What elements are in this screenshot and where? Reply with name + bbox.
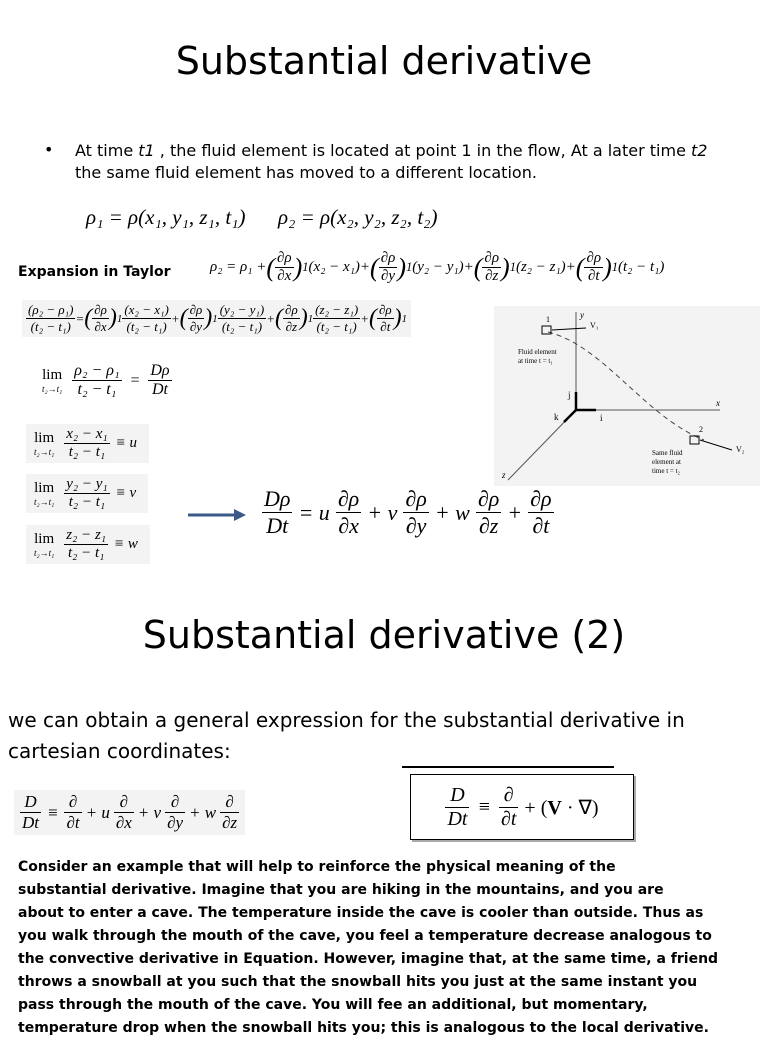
bullet-text: At time t1 , the fluid element is located at point 1 in the flow, At a later time t2 the same fluid element has moved to a different location. <box>75 141 708 182</box>
slide2-title: Substantial derivative (2) <box>142 613 626 657</box>
flow-path <box>548 332 704 440</box>
substantial-derivative-expanded: $\frac{D}{Dt}$ ≡ $\frac{\partial}{\partial t}$ + u $\frac{\partial}{\partial x}$ + v $\frac{\partial}{\partial y}$ + w $\frac{\partial}{\partial z}$ <box>14 790 245 835</box>
bullet-dot: • <box>44 140 54 159</box>
caption-element-2-line2: element at <box>652 458 681 466</box>
label-point-2: 2 <box>699 425 703 434</box>
label-k: k <box>554 412 559 422</box>
substantial-derivative-vector-box: $\frac{D}{Dt}$ ≡ $\frac{\partial}{\partial t}$ + (V · ∇) <box>410 774 634 840</box>
slide2-intro: we can obtain a general expression for the substantial derivative in cartesian coordinates: <box>8 708 685 763</box>
taylor-equation: ρ₂ = ρ₁ + ( $\frac{\partial\rho}{\partial x}$ ) 1 (x₂ − x₁)+ ( $\frac{\partial\rho}{\partial y}$ ) 1 (y₂ − y₁)+ ( $\frac{\partial\rho}{\partial z}$ ) 1 (z₂ − z₁)+ ( $\frac{\partial\rho}{\partial t}$ ) 1 (t₂ − t₁) <box>210 250 665 284</box>
label-i: i <box>600 413 603 423</box>
taylor-label: Expansion in Taylor <box>18 264 171 280</box>
limit-drho-dt: lim t₂→t₁ $\frac{\text{ρ₂ − ρ₁}}{\text{t₂ − t₁}}$ = $\frac{D\rho}{Dt}$ <box>42 362 170 398</box>
velocity-v1-arrow <box>552 328 586 330</box>
label-y: y <box>580 310 584 320</box>
label-v2: V₂ <box>736 445 745 454</box>
label-x: x <box>716 398 720 408</box>
limit-u: lim t₂→t₁ $\frac{\text{x₂ − x₁}}{\text{t₂ − t₁}}$ ≡ u <box>26 424 149 463</box>
limit-v: lim t₂→t₁ $\frac{\text{y₂ − y₁}}{\text{t₂ − t₁}}$ ≡ v <box>26 474 148 513</box>
cave-example-paragraph: Consider an example that will help to reinforce the physical meaning of the substantial derivative. Imagine that you are hiking in the mountains, and you are about to enter a cave. The temperature inside the cave is cooler than outside. Thus as you walk through the mouth of the cave, you feel a temperature decrease analogous to the convective derivative in Equation. However, imagine that, at the same time, a friend throws a snowball at you such that the snowball hits you just at the same instant you pass through the mouth of the cave. You will fee an additional, but momentary, temperature drop when the snowball hits you; this is analogous to the local derivative. <box>18 859 719 1036</box>
caption-element-2-line1: Same fluid <box>652 449 683 457</box>
label-point-1: 1 <box>546 315 550 324</box>
arrow-right-icon <box>186 506 248 524</box>
difference-quotient-equation: $\frac{\text{(ρ₂ − ρ₁)}}{\text{(t₂ − t₁)}}$ = ( $\frac{\partial\rho}{\partial x}$ ) 1 $\frac{\text{(x₂ − x₁)}}{\text{(t₂ − t₁)}}$ + ( $\frac{\partial\rho}{\partial y}$ ) 1 $\frac{\text{(y₂ − y₁)}}{\text{(t₂ − t₁)}}$ + ( $\frac{\partial\rho}{\partial z}$ ) 1 $\frac{\text{(z₂ − z₁)}}{\text{(t₂ − t₁)}}$ + ( $\frac{\partial\rho}{\partial t}$ ) 1 <box>22 300 411 337</box>
unit-vector-k <box>564 410 576 422</box>
caption-element-2-line3: time t = t₂ <box>652 467 680 475</box>
equation-rho1: ρ₁ = ρ(x₁, y₁, z₁, t₁) <box>86 205 246 229</box>
box-top-rule <box>402 766 614 768</box>
limit-w: lim t₂→t₁ $\frac{\text{z₂ − z₁}}{\text{t₂ − t₁}}$ ≡ w <box>26 525 150 564</box>
fluid-element-diagram <box>494 306 760 486</box>
caption-element-1-line1: Fluid element <box>518 348 557 356</box>
equation-rho2: ρ₂ = ρ(x₂, y₂, z₂, t₂) <box>278 205 438 229</box>
slide1-title: Substantial derivative <box>175 39 593 83</box>
label-z: z <box>502 470 506 480</box>
label-j: j <box>568 390 571 400</box>
caption-element-1-line2: at time t = t₁ <box>518 357 553 365</box>
label-v1: V₁ <box>590 321 599 330</box>
velocity-v2-arrow <box>700 440 732 450</box>
substantial-derivative-result: $\frac{D\rho}{Dt}$ = u $\frac{\partial\rho}{\partial x}$ + v $\frac{\partial\rho}{\partial y}$ + w $\frac{\partial\rho}{\partial z}$ + $\frac{\partial\rho}{\partial t}$ <box>264 486 552 538</box>
bullet-point <box>44 140 744 184</box>
